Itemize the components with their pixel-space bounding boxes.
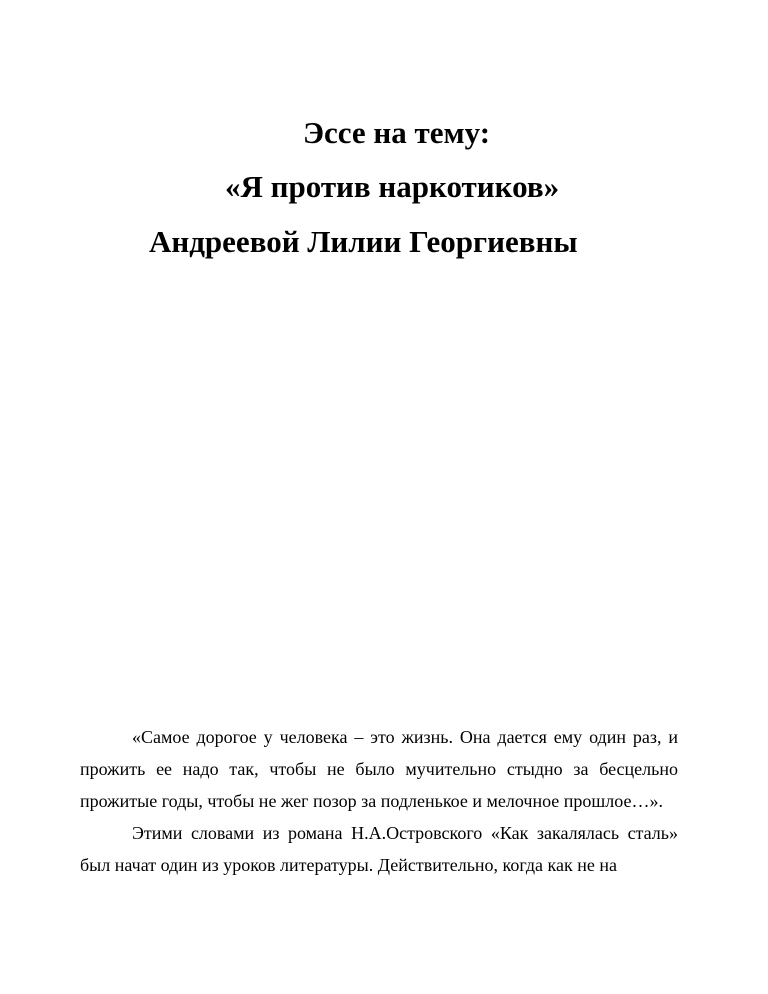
title-line-2: «Я против наркотиков» — [225, 169, 560, 204]
author-line: Андреевой Лилии Георгиевны — [149, 224, 578, 259]
title-line-1: Эссе на тему: — [303, 115, 491, 150]
body-text — [80, 721, 678, 881]
paragraph-epigraph: «Самое дорогое у человека – это жизнь. Она дается ему один раз, и прожить ее надо так, чтобы не было мучительно стыдно за бесцельно прожитые годы, чтобы не жег позор за подленькое и мелочное прошлое…». — [80, 727, 678, 811]
paragraph-intro: Этими словами из романа Н.А.Островского «Как закалялась сталь» был начат один из уроков литературы. Действительно, когда как не на — [80, 823, 678, 875]
